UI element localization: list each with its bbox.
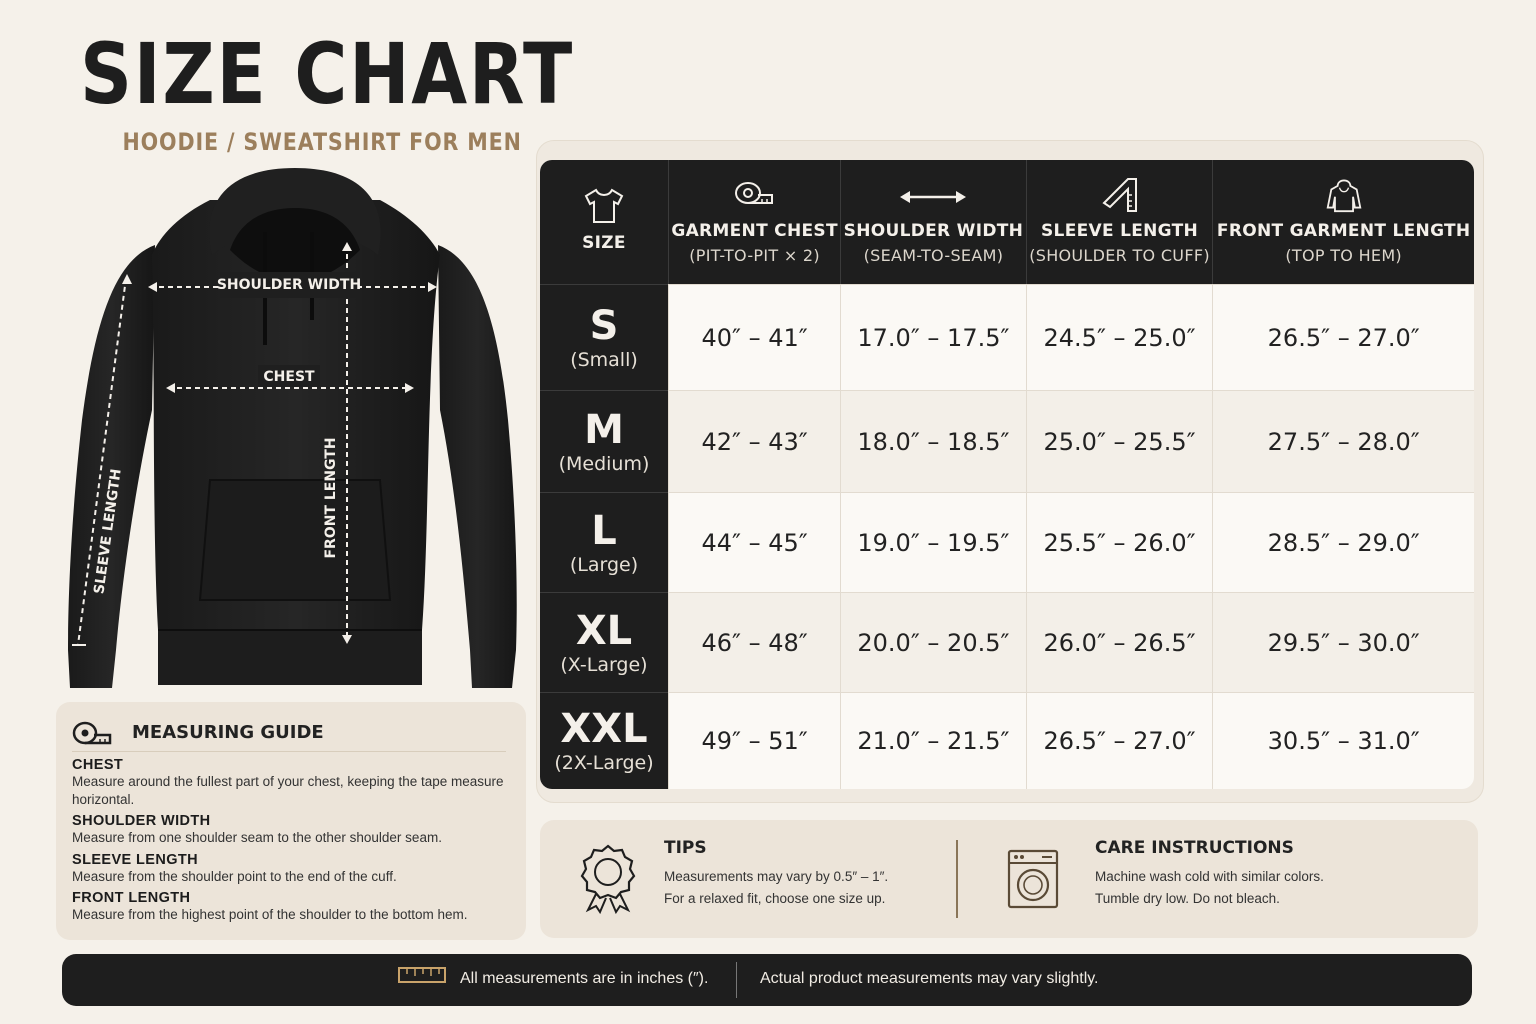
column-sublabel: (TOP TO HEM) <box>1285 246 1402 265</box>
table-row <box>540 390 1474 492</box>
chest-cell: 49″ – 51″ <box>668 692 840 789</box>
tips-block <box>664 838 888 910</box>
front-length-cell: 26.5″ – 27.0″ <box>1212 284 1474 390</box>
page-subtitle: HOODIE / SWEATSHIRT FOR MEN <box>122 128 522 156</box>
guide-item-chest <box>72 757 510 808</box>
front-length-cell: 28.5″ – 29.0″ <box>1212 492 1474 592</box>
care-block <box>1095 838 1324 910</box>
size-code: S <box>589 302 619 349</box>
column-label: GARMENT CHEST <box>671 220 838 241</box>
column-label: SHOULDER WIDTH <box>843 220 1024 241</box>
tips-title: TIPS <box>664 838 707 858</box>
footer-bar <box>62 954 1472 1006</box>
column-label: SIZE <box>582 233 626 254</box>
subtitle-row <box>74 126 552 158</box>
footer-note-variance: Actual product measurements may vary slightly. <box>760 970 1099 987</box>
hem-band <box>158 630 422 685</box>
ruler-icon <box>1098 175 1142 213</box>
size-code: XXL <box>560 706 648 752</box>
double-arrow-icon <box>898 175 968 213</box>
shoulder-cell: 18.0″ – 18.5″ <box>840 390 1026 492</box>
front-length-cell: 30.5″ – 31.0″ <box>1212 692 1474 789</box>
guide-item-heading: SLEEVE LENGTH <box>72 851 199 868</box>
size-code: M <box>584 406 624 453</box>
hoodie-icon <box>1322 175 1366 213</box>
front-length-cell: 29.5″ – 30.0″ <box>1212 592 1474 692</box>
guide-item-front-length <box>72 890 510 924</box>
page-title: SIZE CHART <box>80 25 575 123</box>
award-badge-icon <box>576 842 640 914</box>
guide-item-text: Measure from the shoulder point to the end of the cuff. <box>72 868 397 884</box>
shoulder-cell: 20.0″ – 20.5″ <box>840 592 1026 692</box>
front-length-label: FRONT LENGTH <box>323 437 339 559</box>
chest-label: CHEST <box>263 369 315 385</box>
sleeve-length-label: SLEEVE LENGTH <box>91 467 125 596</box>
measuring-guide-title: MEASURING GUIDE <box>132 722 324 743</box>
chest-cell: 40″ – 41″ <box>668 284 840 390</box>
guide-item-text: Measure around the fullest part of your chest, keeping the tape measure horizontal. <box>72 774 504 807</box>
size-cell <box>540 284 668 390</box>
washing-machine-icon <box>1006 848 1060 910</box>
table-row <box>540 592 1474 692</box>
footer-note-units: All measurements are in inches (″). <box>460 970 709 987</box>
tips-care-card <box>540 820 1478 938</box>
sleeve-cell: 26.0″ – 26.5″ <box>1026 592 1213 692</box>
column-label: FRONT GARMENT LENGTH <box>1216 220 1471 241</box>
measuring-guide-header <box>72 714 506 752</box>
size-code: XL <box>575 607 633 654</box>
shoulder-cell: 19.0″ – 19.5″ <box>840 492 1026 592</box>
hoodie-diagram <box>60 160 530 695</box>
measuring-tape-icon <box>72 719 114 747</box>
tips-line-1: Measurements may vary by 0.5″ – 1″. <box>664 869 889 884</box>
size-table <box>540 160 1474 789</box>
size-name: (Large) <box>569 553 639 576</box>
sleeve-cell: 25.0″ – 25.5″ <box>1026 390 1213 492</box>
size-name: (2X-Large) <box>554 752 654 774</box>
table-row <box>540 284 1474 390</box>
column-sublabel: (PIT-TO-PIT × 2) <box>689 246 820 265</box>
guide-item-text: Measure from the highest point of the shoulder to the bottom hem. <box>72 907 468 923</box>
guide-item-heading: SHOULDER WIDTH <box>72 813 211 830</box>
column-sublabel: (SHOULDER TO CUFF) <box>1029 246 1210 265</box>
column-header-front-length <box>1212 160 1474 284</box>
size-cell <box>540 592 668 692</box>
guide-item-heading: CHEST <box>72 757 124 773</box>
table-row <box>540 692 1474 789</box>
table-row <box>540 492 1474 592</box>
front-length-cell: 27.5″ – 28.0″ <box>1212 390 1474 492</box>
care-line-2: Tumble dry low. Do not bleach. <box>1095 890 1280 906</box>
shoulder-width-label: SHOULDER WIDTH <box>216 277 362 293</box>
size-name: (X-Large) <box>560 653 648 676</box>
tshirt-icon <box>582 187 626 225</box>
column-header-size <box>540 160 668 284</box>
measuring-tape-icon <box>732 175 778 213</box>
chest-cell: 44″ – 45″ <box>668 492 840 592</box>
size-cell <box>540 390 668 492</box>
kangaroo-pocket <box>200 480 390 600</box>
tips-care-divider <box>956 840 958 918</box>
size-cell <box>540 492 668 592</box>
guide-item-text: Measure from one shoulder seam to the other shoulder seam. <box>72 830 442 846</box>
care-line-1: Machine wash cold with similar colors. <box>1095 869 1324 884</box>
sleeve-cell: 24.5″ – 25.0″ <box>1026 284 1213 390</box>
shoulder-cell: 21.0″ – 21.5″ <box>840 692 1026 789</box>
column-label: SLEEVE LENGTH <box>1041 220 1199 241</box>
column-sublabel: (SEAM-TO-SEAM) <box>863 246 1004 265</box>
size-cell <box>540 692 668 789</box>
guide-item-heading: FRONT LENGTH <box>72 890 191 907</box>
chest-cell: 46″ – 48″ <box>668 592 840 692</box>
size-name: (Medium) <box>558 452 650 475</box>
column-header-chest <box>668 160 840 284</box>
tips-line-2: For a relaxed fit, choose one size up. <box>664 890 886 906</box>
right-sleeve <box>438 245 517 688</box>
guide-item-shoulder <box>72 813 510 847</box>
ruler-icon <box>398 967 446 983</box>
column-header-shoulder <box>840 160 1026 284</box>
sleeve-cell: 25.5″ – 26.0″ <box>1026 492 1213 592</box>
table-header-row <box>540 160 1474 284</box>
care-title: CARE INSTRUCTIONS <box>1095 838 1294 858</box>
sleeve-cell: 26.5″ – 27.0″ <box>1026 692 1213 789</box>
chest-cell: 42″ – 43″ <box>668 390 840 492</box>
guide-item-sleeve <box>72 852 510 886</box>
size-name: (Small) <box>570 348 638 371</box>
column-header-sleeve <box>1026 160 1213 284</box>
footer-divider <box>736 962 737 998</box>
size-code: L <box>591 507 617 554</box>
measuring-guide <box>56 702 526 940</box>
shoulder-cell: 17.0″ – 17.5″ <box>840 284 1026 390</box>
